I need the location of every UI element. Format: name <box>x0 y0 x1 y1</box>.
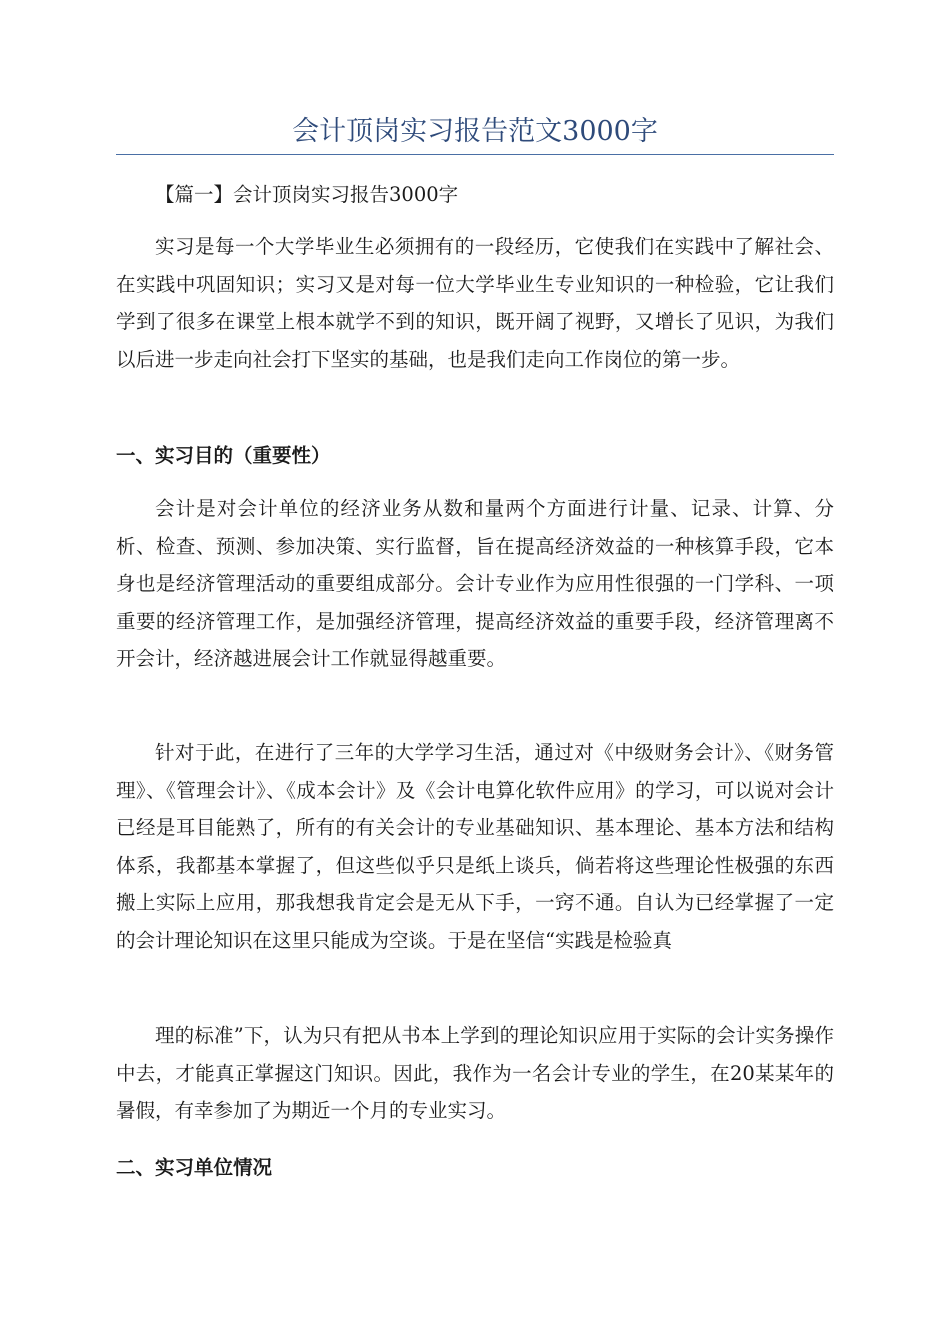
heading-purpose: 一、实习目的（重要性） <box>116 444 331 467</box>
paragraph-intro: 实习是每一个大学毕业生必须拥有的一段经历，它使我们在实践中了解社会、在实践中巩固知识；实习又是对每一位大学毕业生专业知识的一种检验，它让我们学到了很多在课堂上根本就学不到的知识，既开阔了视野，又增长了见识，为我们以后进一步走向社会打下坚实的基础，也是我们走向工作岗位的第一步。 <box>116 235 834 371</box>
title-underline <box>116 154 834 155</box>
section-subtitle: 【篇一】会计顶岗实习报告3000字 <box>155 183 459 206</box>
heading-unit-info: 二、实习单位情况 <box>116 1156 273 1179</box>
document-title: 会计顶岗实习报告范文3000字 <box>292 116 658 147</box>
paragraph-study-background: 针对于此，在进行了三年的大学学习生活，通过对《中级财务会计》、《财务管理》、《管理会计》、《成本会计》及《会计电算化软件应用》的学习，可以说对会计已经是耳目能熟了，所有的有关会计的专业基础知识、基本理论、基本方法和结构体系，我都基本掌握了，但这些似乎只是纸上谈兵，倘若将这些理论性极强的东西搬上实际上应用，那我想我肯定会是无从下手，一窍不通。自认为已经掌握了一定的会计理论知识在这里只能成为空谈。于是在坚信“实践是检验真 <box>116 741 834 952</box>
paragraph-accounting-definition: 会计是对会计单位的经济业务从数和量两个方面进行计量、记录、计算、分析、检查、预测、参加决策、实行监督，旨在提高经济效益的一种核算手段，它本身也是经济管理活动的重要组成部分。会计专业作为应用性很强的一门学科、一项重要的经济管理工作，是加强经济管理，提高经济效益的重要手段，经济管理离不开会计，经济越进展会计工作就显得越重要。 <box>116 497 834 671</box>
paragraph-practice: 理的标准”下，认为只有把从书本上学到的理论知识应用于实际的会计实务操作中去，才能真正掌握这门知识。因此，我作为一名会计专业的学生，在20某某年的暑假，有幸参加了为期近一个月的专业实习。 <box>116 1024 834 1123</box>
